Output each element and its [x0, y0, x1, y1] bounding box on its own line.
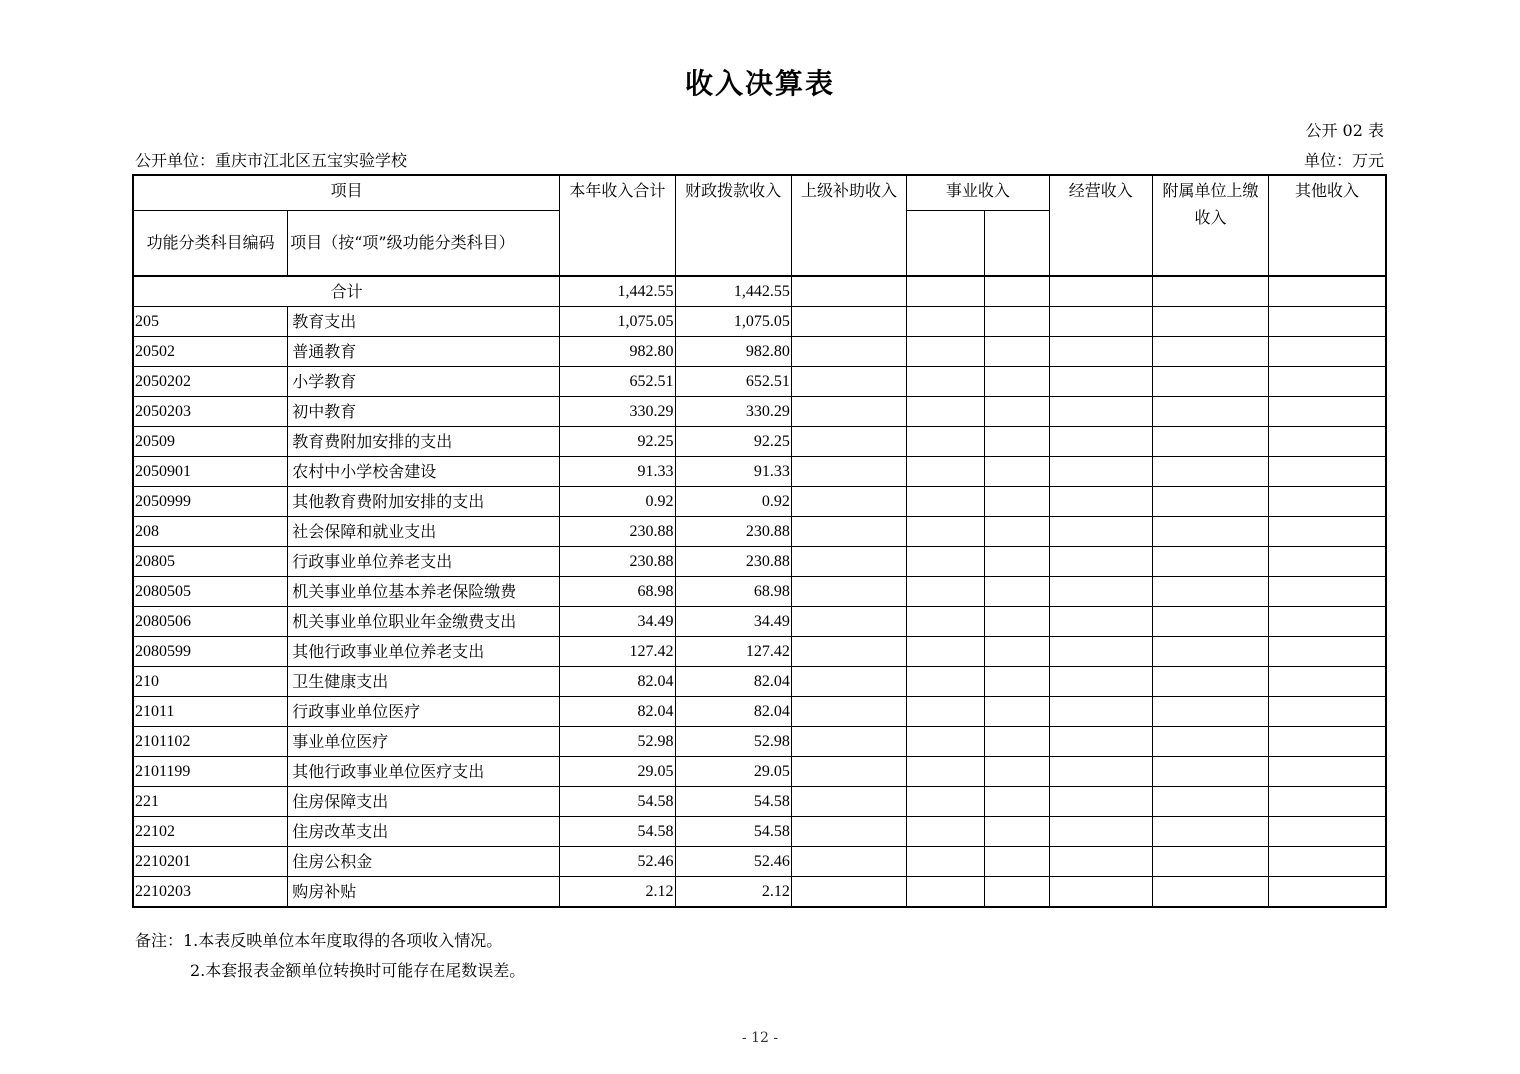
empty-cell — [1152, 757, 1268, 787]
row-fiscal: 52.46 — [675, 847, 791, 877]
empty-cell — [791, 787, 906, 817]
empty-cell — [791, 517, 906, 547]
empty-cell — [907, 817, 985, 847]
empty-cell — [1049, 397, 1152, 427]
reporting-unit: 公开单位：重庆市江北区五宝实验学校 — [135, 151, 408, 170]
empty-cell — [907, 307, 985, 337]
table-row — [133, 457, 1386, 487]
row-total: 230.88 — [560, 517, 675, 547]
page-number: - 12 - — [741, 1030, 779, 1046]
empty-cell — [791, 607, 906, 637]
row-name: 住房公积金 — [288, 847, 560, 877]
row-code: 2080506 — [133, 607, 288, 637]
empty-cell — [907, 637, 985, 667]
empty-cell — [984, 517, 1049, 547]
empty-cell — [1152, 787, 1268, 817]
row-fiscal: 230.88 — [675, 517, 791, 547]
row-name: 教育费附加安排的支出 — [288, 427, 560, 457]
table-row — [133, 427, 1386, 457]
row-fiscal: 34.49 — [675, 607, 791, 637]
table-row — [133, 337, 1386, 367]
row-fiscal: 982.80 — [675, 337, 791, 367]
empty-cell — [1269, 877, 1386, 908]
table-row — [133, 817, 1386, 847]
total-fiscal: 1,442.55 — [675, 276, 791, 307]
row-code: 2050999 — [133, 487, 288, 517]
empty-cell — [1269, 487, 1386, 517]
empty-cell — [791, 397, 906, 427]
row-code: 22102 — [133, 817, 288, 847]
empty-cell — [1152, 487, 1268, 517]
empty-cell — [1269, 757, 1386, 787]
empty-cell — [907, 877, 985, 908]
empty-cell — [984, 817, 1049, 847]
empty-cell — [791, 457, 906, 487]
empty-cell — [907, 427, 985, 457]
empty-cell — [984, 367, 1049, 397]
table-row — [133, 727, 1386, 757]
row-total: 82.04 — [560, 697, 675, 727]
empty-cell — [1269, 697, 1386, 727]
row-code: 205 — [133, 307, 288, 337]
empty-cell — [1152, 637, 1268, 667]
empty-cell — [1049, 817, 1152, 847]
empty-cell — [1049, 577, 1152, 607]
row-name: 农村中小学校舍建设 — [288, 457, 560, 487]
table-row — [133, 697, 1386, 727]
empty-cell — [1049, 337, 1152, 367]
empty-cell — [1049, 457, 1152, 487]
row-code: 21011 — [133, 697, 288, 727]
table-row — [133, 397, 1386, 427]
row-total: 52.46 — [560, 847, 675, 877]
row-name: 教育支出 — [288, 307, 560, 337]
empty-cell — [1269, 427, 1386, 457]
row-total: 127.42 — [560, 637, 675, 667]
row-fiscal: 230.88 — [675, 547, 791, 577]
row-code: 210 — [133, 667, 288, 697]
row-code: 20509 — [133, 427, 288, 457]
row-fiscal: 91.33 — [675, 457, 791, 487]
empty-cell — [791, 487, 906, 517]
row-name: 卫生健康支出 — [288, 667, 560, 697]
empty-cell — [1049, 547, 1152, 577]
empty-cell — [791, 667, 906, 697]
empty-cell — [1152, 547, 1268, 577]
empty-cell — [1152, 337, 1268, 367]
empty-cell — [1049, 637, 1152, 667]
row-total: 82.04 — [560, 667, 675, 697]
income-table — [132, 174, 1387, 908]
empty-cell — [1049, 697, 1152, 727]
row-name: 行政事业单位医疗 — [288, 697, 560, 727]
row-total: 1,075.05 — [560, 307, 675, 337]
table-row — [133, 517, 1386, 547]
table-row — [133, 367, 1386, 397]
empty-cell — [1269, 727, 1386, 757]
empty-cell — [1269, 667, 1386, 697]
empty-cell — [1152, 517, 1268, 547]
row-name: 购房补贴 — [288, 877, 560, 908]
header-row-1 — [133, 175, 1386, 211]
empty-cell — [984, 547, 1049, 577]
table-row — [133, 757, 1386, 787]
table-row — [133, 847, 1386, 877]
table-row — [133, 487, 1386, 517]
header-operating: 经营收入 — [1049, 175, 1152, 276]
header-code: 功能分类科目编码 — [133, 211, 288, 277]
note-2: 2.本套报表金额单位转换时可能存在尾数误差。 — [190, 961, 526, 980]
empty-cell — [1049, 727, 1152, 757]
currency-unit: 单位：万元 — [1303, 151, 1384, 170]
empty-cell — [984, 487, 1049, 517]
page-title: 收入决算表 — [684, 67, 835, 100]
row-name: 初中教育 — [288, 397, 560, 427]
row-code: 20805 — [133, 547, 288, 577]
empty-cell — [984, 607, 1049, 637]
row-name: 其他行政事业单位养老支出 — [288, 637, 560, 667]
header-affiliated-line1: 附属单位上缴 — [1162, 181, 1259, 200]
empty-cell — [1269, 337, 1386, 367]
row-code: 208 — [133, 517, 288, 547]
empty-cell — [984, 337, 1049, 367]
empty-cell — [907, 847, 985, 877]
empty-cell — [1269, 397, 1386, 427]
row-code: 2050202 — [133, 367, 288, 397]
row-fiscal: 52.98 — [675, 727, 791, 757]
header-fiscal: 财政拨款收入 — [675, 175, 791, 276]
empty-cell — [791, 697, 906, 727]
empty-cell — [1049, 427, 1152, 457]
row-code: 2101199 — [133, 757, 288, 787]
empty-cell — [984, 307, 1049, 337]
total-amount: 1,442.55 — [560, 276, 675, 307]
row-code: 2101102 — [133, 727, 288, 757]
empty-cell — [1152, 427, 1268, 457]
empty-cell — [984, 757, 1049, 787]
empty-cell — [1049, 276, 1152, 307]
empty-cell — [1049, 787, 1152, 817]
header-business-sub-1 — [907, 211, 985, 277]
row-total: 982.80 — [560, 337, 675, 367]
row-total: 68.98 — [560, 577, 675, 607]
empty-cell — [791, 727, 906, 757]
row-total: 91.33 — [560, 457, 675, 487]
row-name: 行政事业单位养老支出 — [288, 547, 560, 577]
row-fiscal: 92.25 — [675, 427, 791, 457]
row-name: 其他教育费附加安排的支出 — [288, 487, 560, 517]
empty-cell — [907, 607, 985, 637]
header-affiliated — [1152, 175, 1268, 276]
header-superior: 上级补助收入 — [791, 175, 906, 276]
row-fiscal: 1,075.05 — [675, 307, 791, 337]
empty-cell — [907, 697, 985, 727]
empty-cell — [907, 397, 985, 427]
empty-cell — [1049, 487, 1152, 517]
empty-cell — [1152, 667, 1268, 697]
empty-cell — [907, 276, 985, 307]
form-number: 公开 02 表 — [1305, 121, 1384, 140]
empty-cell — [791, 337, 906, 367]
row-total: 92.25 — [560, 427, 675, 457]
row-code: 2080505 — [133, 577, 288, 607]
table-row — [133, 637, 1386, 667]
empty-cell — [791, 427, 906, 457]
empty-cell — [984, 276, 1049, 307]
row-fiscal: 54.58 — [675, 787, 791, 817]
empty-cell — [791, 847, 906, 877]
empty-cell — [1049, 847, 1152, 877]
row-total: 2.12 — [560, 877, 675, 908]
empty-cell — [907, 787, 985, 817]
empty-cell — [984, 847, 1049, 877]
row-fiscal: 82.04 — [675, 697, 791, 727]
row-total: 230.88 — [560, 547, 675, 577]
empty-cell — [907, 727, 985, 757]
empty-cell — [1152, 847, 1268, 877]
empty-cell — [1152, 397, 1268, 427]
empty-cell — [907, 457, 985, 487]
empty-cell — [1049, 607, 1152, 637]
empty-cell — [1269, 847, 1386, 877]
empty-cell — [1269, 307, 1386, 337]
empty-cell — [984, 877, 1049, 908]
row-code: 20502 — [133, 337, 288, 367]
row-total: 54.58 — [560, 817, 675, 847]
row-fiscal: 82.04 — [675, 667, 791, 697]
row-fiscal: 2.12 — [675, 877, 791, 908]
row-code: 2210201 — [133, 847, 288, 877]
table-row — [133, 607, 1386, 637]
table-row — [133, 307, 1386, 337]
table-row — [133, 547, 1386, 577]
empty-cell — [791, 307, 906, 337]
empty-cell — [907, 487, 985, 517]
row-name: 事业单位医疗 — [288, 727, 560, 757]
row-code: 2050901 — [133, 457, 288, 487]
empty-cell — [1049, 757, 1152, 787]
empty-cell — [1152, 877, 1268, 908]
empty-cell — [791, 577, 906, 607]
empty-cell — [1269, 367, 1386, 397]
empty-cell — [984, 787, 1049, 817]
empty-cell — [1152, 457, 1268, 487]
header-other: 其他收入 — [1269, 175, 1386, 276]
empty-cell — [1049, 517, 1152, 547]
empty-cell — [1049, 877, 1152, 908]
table-row — [133, 577, 1386, 607]
row-fiscal: 54.58 — [675, 817, 791, 847]
empty-cell — [984, 667, 1049, 697]
row-total: 330.29 — [560, 397, 675, 427]
empty-cell — [791, 757, 906, 787]
total-label: 合计 — [133, 276, 560, 307]
empty-cell — [1269, 517, 1386, 547]
empty-cell — [791, 547, 906, 577]
row-total: 34.49 — [560, 607, 675, 637]
empty-cell — [1049, 367, 1152, 397]
row-name: 住房保障支出 — [288, 787, 560, 817]
table-row — [133, 877, 1386, 908]
empty-cell — [1269, 547, 1386, 577]
empty-cell — [1269, 817, 1386, 847]
note-1: 备注：1.本表反映单位本年度取得的各项收入情况。 — [135, 931, 503, 950]
empty-cell — [1269, 577, 1386, 607]
row-total: 54.58 — [560, 787, 675, 817]
row-code: 2210203 — [133, 877, 288, 908]
empty-cell — [1049, 667, 1152, 697]
header-business: 事业收入 — [907, 175, 1050, 211]
empty-cell — [907, 517, 985, 547]
row-fiscal: 0.92 — [675, 487, 791, 517]
empty-cell — [907, 577, 985, 607]
empty-cell — [984, 727, 1049, 757]
row-code: 2050203 — [133, 397, 288, 427]
row-fiscal: 29.05 — [675, 757, 791, 787]
header-name: 项目（按“项”级功能分类科目） — [288, 211, 560, 277]
empty-cell — [984, 427, 1049, 457]
row-name: 普通教育 — [288, 337, 560, 367]
empty-cell — [1152, 367, 1268, 397]
empty-cell — [1152, 727, 1268, 757]
empty-cell — [984, 697, 1049, 727]
header-item: 项目 — [133, 175, 560, 211]
row-fiscal: 127.42 — [675, 637, 791, 667]
header-business-sub-2 — [984, 211, 1049, 277]
row-name: 小学教育 — [288, 367, 560, 397]
empty-cell — [984, 577, 1049, 607]
row-name: 其他行政事业单位医疗支出 — [288, 757, 560, 787]
empty-cell — [907, 547, 985, 577]
empty-cell — [1269, 457, 1386, 487]
empty-cell — [791, 367, 906, 397]
empty-cell — [1269, 787, 1386, 817]
empty-cell — [1152, 307, 1268, 337]
row-name: 机关事业单位基本养老保险缴费 — [288, 577, 560, 607]
empty-cell — [791, 276, 906, 307]
total-row — [133, 276, 1386, 307]
empty-cell — [1269, 637, 1386, 667]
empty-cell — [1269, 276, 1386, 307]
empty-cell — [907, 757, 985, 787]
row-code: 2080599 — [133, 637, 288, 667]
header-affiliated-line2: 收入 — [1194, 208, 1227, 227]
row-total: 52.98 — [560, 727, 675, 757]
empty-cell — [907, 337, 985, 367]
empty-cell — [1269, 607, 1386, 637]
row-fiscal: 652.51 — [675, 367, 791, 397]
empty-cell — [1049, 307, 1152, 337]
empty-cell — [984, 397, 1049, 427]
row-name: 机关事业单位职业年金缴费支出 — [288, 607, 560, 637]
empty-cell — [791, 637, 906, 667]
empty-cell — [907, 667, 985, 697]
table-row — [133, 787, 1386, 817]
row-total: 29.05 — [560, 757, 675, 787]
table-row — [133, 667, 1386, 697]
empty-cell — [791, 877, 906, 908]
empty-cell — [1152, 276, 1268, 307]
empty-cell — [984, 637, 1049, 667]
header-total: 本年收入合计 — [560, 175, 675, 276]
empty-cell — [1152, 697, 1268, 727]
row-code: 221 — [133, 787, 288, 817]
empty-cell — [907, 367, 985, 397]
empty-cell — [1152, 577, 1268, 607]
row-total: 652.51 — [560, 367, 675, 397]
empty-cell — [1152, 817, 1268, 847]
row-total: 0.92 — [560, 487, 675, 517]
empty-cell — [791, 817, 906, 847]
row-name: 住房改革支出 — [288, 817, 560, 847]
empty-cell — [984, 457, 1049, 487]
row-fiscal: 330.29 — [675, 397, 791, 427]
row-fiscal: 68.98 — [675, 577, 791, 607]
empty-cell — [1152, 607, 1268, 637]
row-name: 社会保障和就业支出 — [288, 517, 560, 547]
